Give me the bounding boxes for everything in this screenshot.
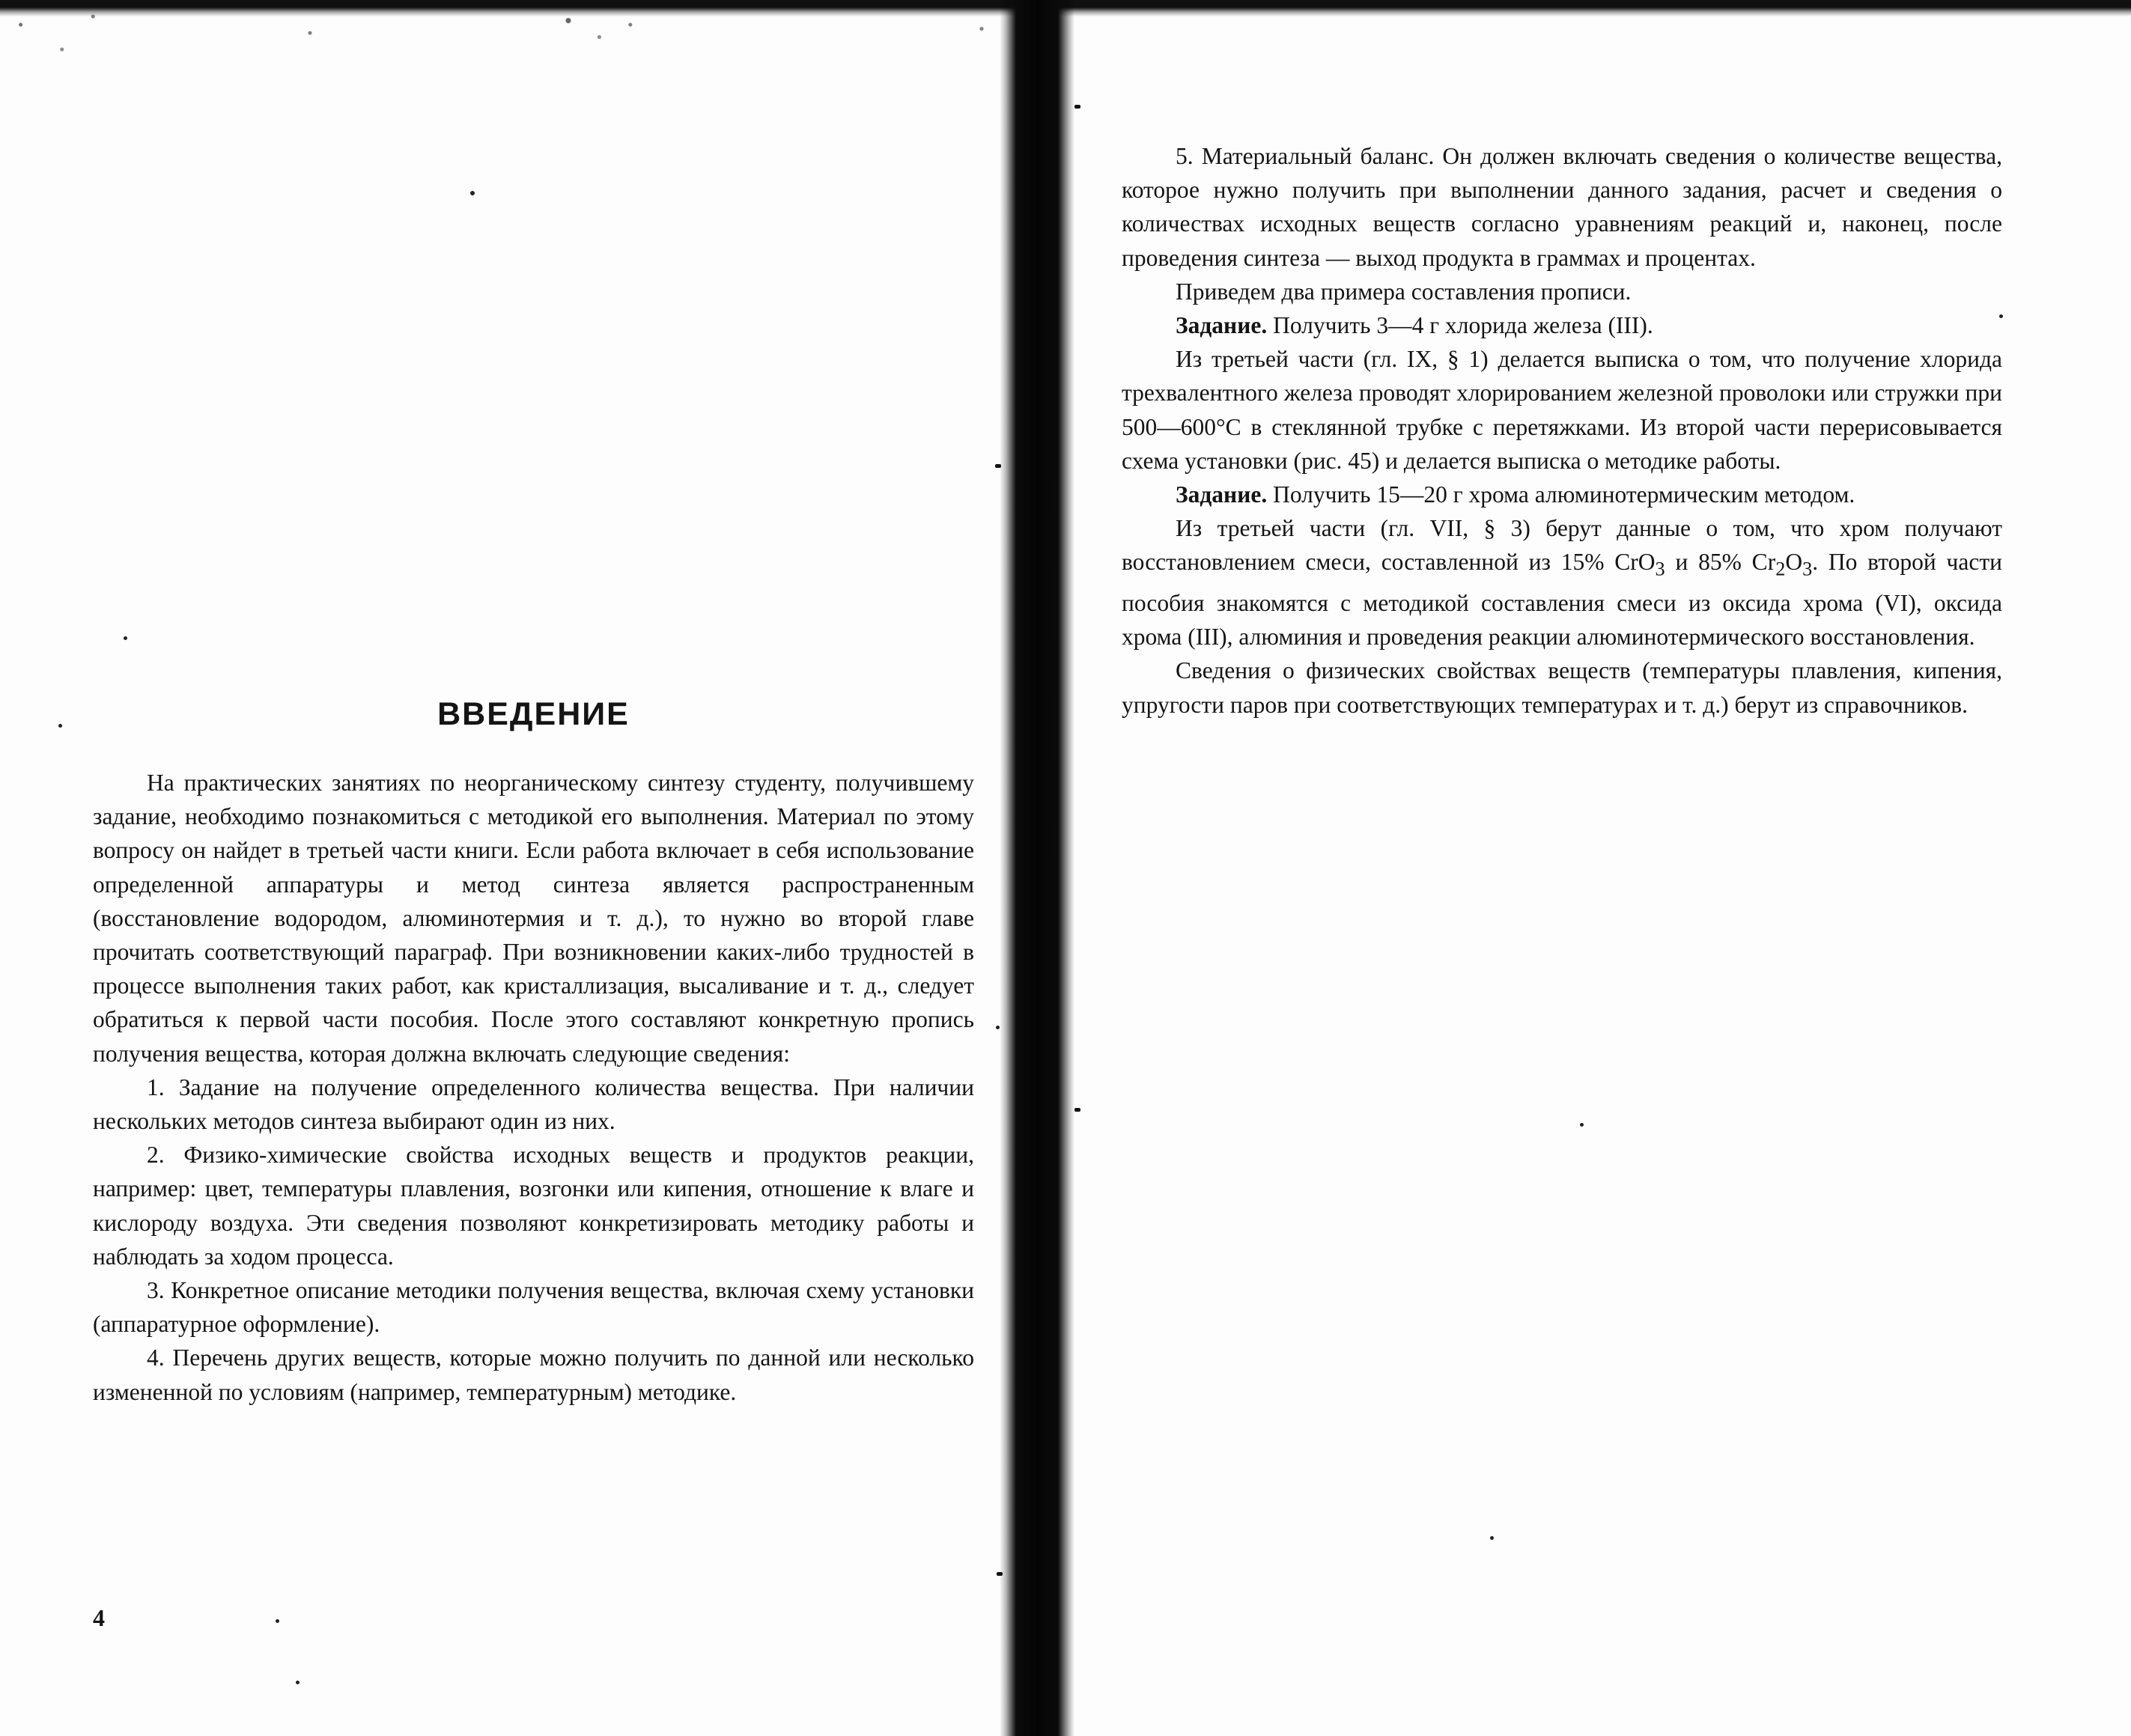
task-2-detail-part: . По второй части пособия знакомятся с методикой составления смеси из оксида хрома (VI), оксида хрома (III), алюминия и проведения реакции алюминотермического восстановления. [1122, 549, 2002, 651]
scan-speck [58, 724, 62, 728]
subscript: 2 [1775, 558, 1786, 580]
task-label: Задание. [1176, 481, 1268, 508]
task-2-detail [1122, 511, 2002, 654]
task-label: Задание. [1176, 312, 1268, 339]
scan-speck [124, 636, 127, 640]
task-1-text: Получить 3—4 г хлорида железа (III). [1267, 312, 1653, 339]
scan-speck [995, 464, 1001, 468]
task-2-detail-part: и 85% Cr [1665, 549, 1776, 576]
scan-speck [1580, 1123, 1584, 1127]
left-page-text [93, 766, 974, 1409]
closing-paragraph: Сведения о физических свойствах веществ (температуры плавления, кипения, упругости паров при соответствующих температурах и т. д.) берут из справочников. [1122, 657, 2002, 718]
list-item-2: 2. Физико-химические свойства исходных веществ и продуктов реакции, например: цвет, температуры плавления, возгонки или кипения, отношение к влаге и кислороду воздуха. Эти сведения позволяют конкретизировать методику работы и наблюдать за ходом процесса. [93, 1142, 974, 1270]
scan-speck [276, 1619, 279, 1623]
task-1-detail: Из третьей части (гл. IX, § 1) делается выписка о том, что получение хлорида трехвалентного железа проводят хлорированием железной проволоки или стружки при 500—600°С в стеклянной трубке с перетяжками. Из второй части перерисовывается схема установки (рис. 45) и делается выписка о методике работы. [1122, 346, 2002, 474]
page-number: 4 [93, 1604, 105, 1631]
scan-speck [296, 1681, 300, 1684]
scan-speck [997, 1572, 1003, 1576]
scan-speck [1490, 1536, 1494, 1540]
right-page-text [1122, 139, 2002, 722]
subscript: 3 [1655, 558, 1665, 580]
scan-speck [470, 191, 475, 195]
task-1 [1122, 308, 2002, 342]
book-gutter [1000, 0, 1074, 1736]
list-item-3: 3. Конкретное описание методики получения вещества, включая схему установки (аппаратурное оформление). [93, 1277, 974, 1338]
task-2-detail-part: Из третьей части (гл. VII, § 3) берут данные о том, что хром получают восстановлением смеси, составленной из 15% CrO [1122, 515, 2002, 576]
list-item-1: 1. Задание на получение определенного количества вещества. При наличии нескольких методов синтеза выбирают один из них. [93, 1073, 974, 1135]
left-page [0, 0, 1000, 1736]
task-2 [1122, 478, 2002, 511]
list-item-4: 4. Перечень других веществ, которые можно получить по данной или несколько измененной по условиям (например, температурным) методике. [93, 1344, 974, 1405]
examples-intro: Приведем два примера составления прописи. [1176, 278, 1632, 305]
task-2-text: Получить 15—20 г хрома алюминотермическим методом. [1267, 481, 1855, 508]
list-item-5: 5. Материальный баланс. Он должен включать сведения о количестве вещества, которое нужно получить при выполнении данного задания, расчет и сведения о количествах исходных веществ согласно уравнениям реакций и, наконец, после проведения синтеза — выход продукта в граммах и процентах. [1122, 143, 2002, 271]
task-2-detail-part: O [1785, 549, 1803, 576]
subscript: 3 [1802, 558, 1813, 580]
intro-paragraph: На практических занятиях по неорганическому синтезу студенту, получившему задание, необходимо познакомиться с методикой его выполнения. Материал по этому вопросу он найдет в третьей части книги. Если работа включает в себя использование определенной аппаратуры и метод синтеза является распространенным (восстановление водородом, алюминотермия и т. д.), то нужно во второй главе прочитать соответствующий параграф. При возникновении каких-либо трудностей в процессе выполнения таких работ, как кристаллизация, высаливание и т. д., следует обратиться к первой части пособия. После этого составляют конкретную пропись получения вещества, которая должна включать следующие сведения: [93, 770, 974, 1067]
chapter-heading: ВВЕДЕНИЕ [437, 696, 630, 732]
